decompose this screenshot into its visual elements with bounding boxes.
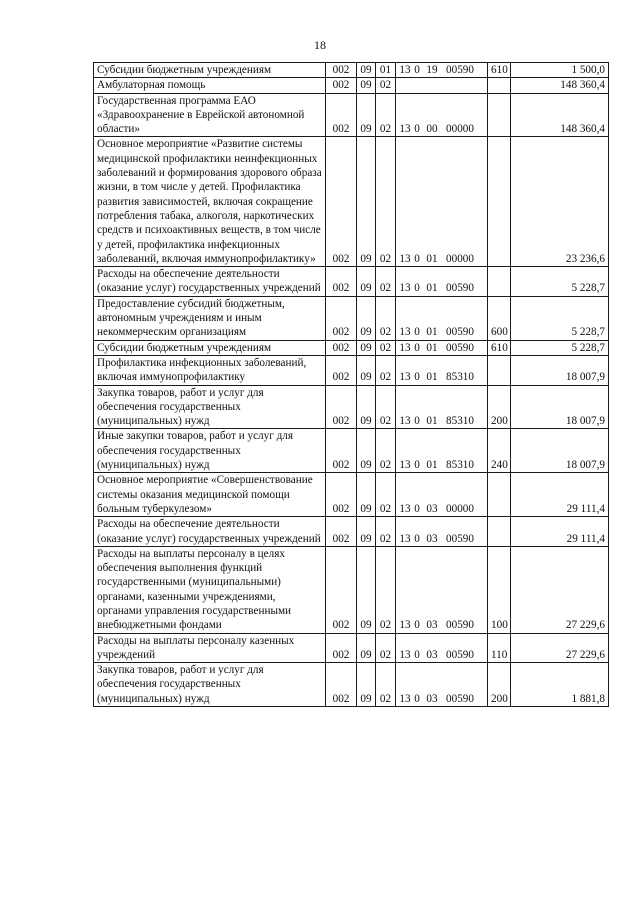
amount: 5 228,7 — [511, 296, 609, 340]
table-row — [94, 355, 609, 385]
target-article-part: 13 — [399, 502, 411, 515]
table-row — [94, 633, 609, 663]
amount: 1 881,8 — [511, 663, 609, 707]
subsection-code: 02 — [376, 355, 396, 385]
subsection-code: 02 — [376, 429, 396, 473]
table-row — [94, 429, 609, 473]
target-article-part: 0 — [414, 415, 420, 428]
target-article-part: 0 — [414, 619, 420, 632]
row-name: Профилактика инфекционных заболеваний, включая иммунопрофилактику — [94, 355, 326, 385]
expense-type-code: 110 — [488, 633, 511, 663]
ministry-code: 002 — [326, 63, 357, 78]
target-article-part: 03 — [426, 619, 438, 632]
target-article-part: 0 — [414, 252, 420, 265]
section-code: 09 — [357, 355, 376, 385]
expense-type-code — [488, 93, 511, 137]
ministry-code: 002 — [326, 355, 357, 385]
target-article — [396, 137, 488, 267]
row-name: Предоставление субсидий бюджетным, автономным учреждениям и иным некоммерческим организациям — [94, 296, 326, 340]
target-article-part: 0 — [414, 326, 420, 339]
row-name: Амбулаторная помощь — [94, 78, 326, 93]
target-article — [396, 429, 488, 473]
table-row — [94, 137, 609, 267]
target-article-part: 0 — [414, 532, 420, 545]
amount: 5 228,7 — [511, 267, 609, 297]
target-article-part: 0 — [414, 371, 420, 384]
expense-type-code — [488, 355, 511, 385]
ministry-code: 002 — [326, 340, 357, 355]
budget-table — [93, 62, 609, 707]
subsection-code: 02 — [376, 296, 396, 340]
target-article-part: 01 — [426, 252, 438, 265]
expense-type-code — [488, 267, 511, 297]
section-code: 09 — [357, 429, 376, 473]
table-row — [94, 473, 609, 517]
ministry-code: 002 — [326, 546, 357, 633]
target-article-part: 0 — [414, 648, 420, 661]
expense-type-code: 200 — [488, 663, 511, 707]
target-article-part: 03 — [426, 648, 438, 661]
section-code: 09 — [357, 633, 376, 663]
expense-type-code: 610 — [488, 340, 511, 355]
table-row — [94, 517, 609, 547]
target-article-part: 13 — [399, 341, 411, 354]
table-row — [94, 340, 609, 355]
table-row — [94, 93, 609, 137]
target-article-part: 13 — [399, 619, 411, 632]
table-row — [94, 296, 609, 340]
target-article-part: 00590 — [446, 648, 474, 661]
section-code: 09 — [357, 267, 376, 297]
target-article-part: 00590 — [446, 341, 474, 354]
row-name: Закупка товаров, работ и услуг для обеспечения государственных (муниципальных) нужд — [94, 663, 326, 707]
target-article-part: 13 — [399, 64, 411, 76]
target-article-part: 13 — [399, 371, 411, 384]
target-article-part: 13 — [399, 532, 411, 545]
table-row — [94, 546, 609, 633]
expense-type-code — [488, 137, 511, 267]
target-article — [396, 633, 488, 663]
target-article-part: 01 — [426, 326, 438, 339]
target-article-part: 01 — [426, 459, 438, 472]
row-name: Расходы на обеспечение деятельности (оказание услуг) государственных учреждений — [94, 267, 326, 297]
subsection-code: 02 — [376, 385, 396, 429]
section-code: 09 — [357, 517, 376, 547]
amount: 27 229,6 — [511, 633, 609, 663]
row-name: Расходы на обеспечение деятельности (оказание услуг) государственных учреждений — [94, 517, 326, 547]
target-article — [396, 296, 488, 340]
target-article-part: 00590 — [446, 282, 474, 295]
subsection-code: 02 — [376, 93, 396, 137]
target-article — [396, 340, 488, 355]
target-article-part: 01 — [426, 371, 438, 384]
target-article — [396, 546, 488, 633]
page-number: 18 — [314, 38, 326, 52]
section-code: 09 — [357, 546, 376, 633]
target-article-part: 0 — [414, 123, 420, 136]
target-article-part: 85310 — [446, 415, 474, 428]
target-article — [396, 93, 488, 137]
target-article-part: 03 — [426, 502, 438, 515]
section-code: 09 — [357, 385, 376, 429]
target-article-part: 13 — [399, 123, 411, 136]
amount: 5 228,7 — [511, 340, 609, 355]
amount: 148 360,4 — [511, 93, 609, 137]
subsection-code: 02 — [376, 473, 396, 517]
ministry-code: 002 — [326, 663, 357, 707]
target-article — [396, 517, 488, 547]
target-article — [396, 267, 488, 297]
amount: 27 229,6 — [511, 546, 609, 633]
subsection-code: 02 — [376, 340, 396, 355]
table-row — [94, 78, 609, 93]
amount: 18 007,9 — [511, 355, 609, 385]
amount: 18 007,9 — [511, 385, 609, 429]
row-name: Расходы на выплаты персоналу в целях обеспечения выполнения функций государственными (муниципальными) органами, казенными учреждениями, органами управления государственными внебюджетными фондами — [94, 546, 326, 633]
target-article — [396, 78, 488, 93]
table-row — [94, 63, 609, 78]
ministry-code: 002 — [326, 296, 357, 340]
expense-type-code: 600 — [488, 296, 511, 340]
target-article-part: 0 — [414, 692, 420, 705]
table-row — [94, 663, 609, 707]
subsection-code: 02 — [376, 137, 396, 267]
subsection-code: 02 — [376, 78, 396, 93]
section-code: 09 — [357, 340, 376, 355]
ministry-code: 002 — [326, 385, 357, 429]
target-article-part: 85310 — [446, 459, 474, 472]
target-article-part: 00590 — [446, 326, 474, 339]
section-code: 09 — [357, 663, 376, 707]
target-article-part: 01 — [426, 415, 438, 428]
target-article-part: 0 — [414, 459, 420, 472]
subsection-code: 02 — [376, 517, 396, 547]
target-article-part: 0 — [414, 282, 420, 295]
target-article-part: 03 — [426, 692, 438, 705]
target-article-part: 13 — [399, 692, 411, 705]
expense-type-code: 610 — [488, 63, 511, 78]
ministry-code: 002 — [326, 429, 357, 473]
section-code: 09 — [357, 78, 376, 93]
row-name: Иные закупки товаров, работ и услуг для обеспечения государственных (муниципальных) нужд — [94, 429, 326, 473]
subsection-code: 02 — [376, 267, 396, 297]
expense-type-code — [488, 473, 511, 517]
section-code: 09 — [357, 473, 376, 517]
row-name: Основное мероприятие «Совершенствование системы оказания медицинской помощи больным туберкулезом» — [94, 473, 326, 517]
expense-type-code: 200 — [488, 385, 511, 429]
target-article-part: 0 — [414, 64, 420, 76]
section-code: 09 — [357, 63, 376, 78]
target-article-part: 00590 — [446, 619, 474, 632]
ministry-code: 002 — [326, 93, 357, 137]
target-article-part: 01 — [426, 341, 438, 354]
target-article-part: 0 — [414, 341, 420, 354]
target-article-part: 13 — [399, 459, 411, 472]
target-article-part: 0 — [414, 502, 420, 515]
subsection-code: 02 — [376, 546, 396, 633]
row-name: Основное мероприятие «Развитие системы медицинской профилактики неинфекционных заболеваний и формирования здорового образа жизни, в том числе у детей. Профилактика развития зависимостей, включая сокращение потребления табака, алкоголя, наркотических средств и психоактивных веществ, в том числе у детей, профилактика инфекционных заболеваний, включая иммунопрофилактику» — [94, 137, 326, 267]
target-article-part: 00590 — [446, 692, 474, 705]
expense-type-code: 100 — [488, 546, 511, 633]
target-article-part: 00000 — [446, 502, 474, 515]
subsection-code: 02 — [376, 633, 396, 663]
target-article-part: 01 — [426, 282, 438, 295]
target-article-part: 19 — [426, 64, 438, 76]
table-row — [94, 385, 609, 429]
target-article-part: 13 — [399, 415, 411, 428]
row-name: Закупка товаров, работ и услуг для обеспечения государственных (муниципальных) нужд — [94, 385, 326, 429]
ministry-code: 002 — [326, 78, 357, 93]
target-article-part: 13 — [399, 326, 411, 339]
amount: 29 111,4 — [511, 473, 609, 517]
expense-type-code — [488, 517, 511, 547]
target-article — [396, 473, 488, 517]
row-name: Субсидии бюджетным учреждениям — [94, 63, 326, 78]
amount: 1 500,0 — [511, 63, 609, 78]
ministry-code: 002 — [326, 267, 357, 297]
amount: 148 360,4 — [511, 78, 609, 93]
amount: 29 111,4 — [511, 517, 609, 547]
target-article-part: 13 — [399, 252, 411, 265]
section-code: 09 — [357, 137, 376, 267]
subsection-code: 01 — [376, 63, 396, 78]
target-article-part: 13 — [399, 282, 411, 295]
row-name: Расходы на выплаты персоналу казенных учреждений — [94, 633, 326, 663]
target-article — [396, 385, 488, 429]
section-code: 09 — [357, 296, 376, 340]
target-article-part: 85310 — [446, 371, 474, 384]
row-name: Субсидии бюджетным учреждениям — [94, 340, 326, 355]
ministry-code: 002 — [326, 473, 357, 517]
expense-type-code: 240 — [488, 429, 511, 473]
target-article — [396, 663, 488, 707]
target-article-part: 00000 — [446, 123, 474, 136]
row-name: Государственная программа ЕАО «Здравоохранение в Еврейской автономной области» — [94, 93, 326, 137]
ministry-code: 002 — [326, 137, 357, 267]
target-article-part: 03 — [426, 532, 438, 545]
expense-type-code — [488, 78, 511, 93]
ministry-code: 002 — [326, 517, 357, 547]
target-article-part: 13 — [399, 648, 411, 661]
subsection-code: 02 — [376, 663, 396, 707]
target-article-part: 00590 — [446, 532, 474, 545]
amount: 23 236,6 — [511, 137, 609, 267]
table-body — [94, 63, 609, 707]
ministry-code: 002 — [326, 633, 357, 663]
table-row — [94, 267, 609, 297]
amount: 18 007,9 — [511, 429, 609, 473]
target-article-part: 00 — [426, 123, 438, 136]
target-article-part: 00590 — [446, 64, 474, 76]
target-article — [396, 63, 488, 78]
target-article — [396, 355, 488, 385]
target-article-part: 00000 — [446, 252, 474, 265]
section-code: 09 — [357, 93, 376, 137]
